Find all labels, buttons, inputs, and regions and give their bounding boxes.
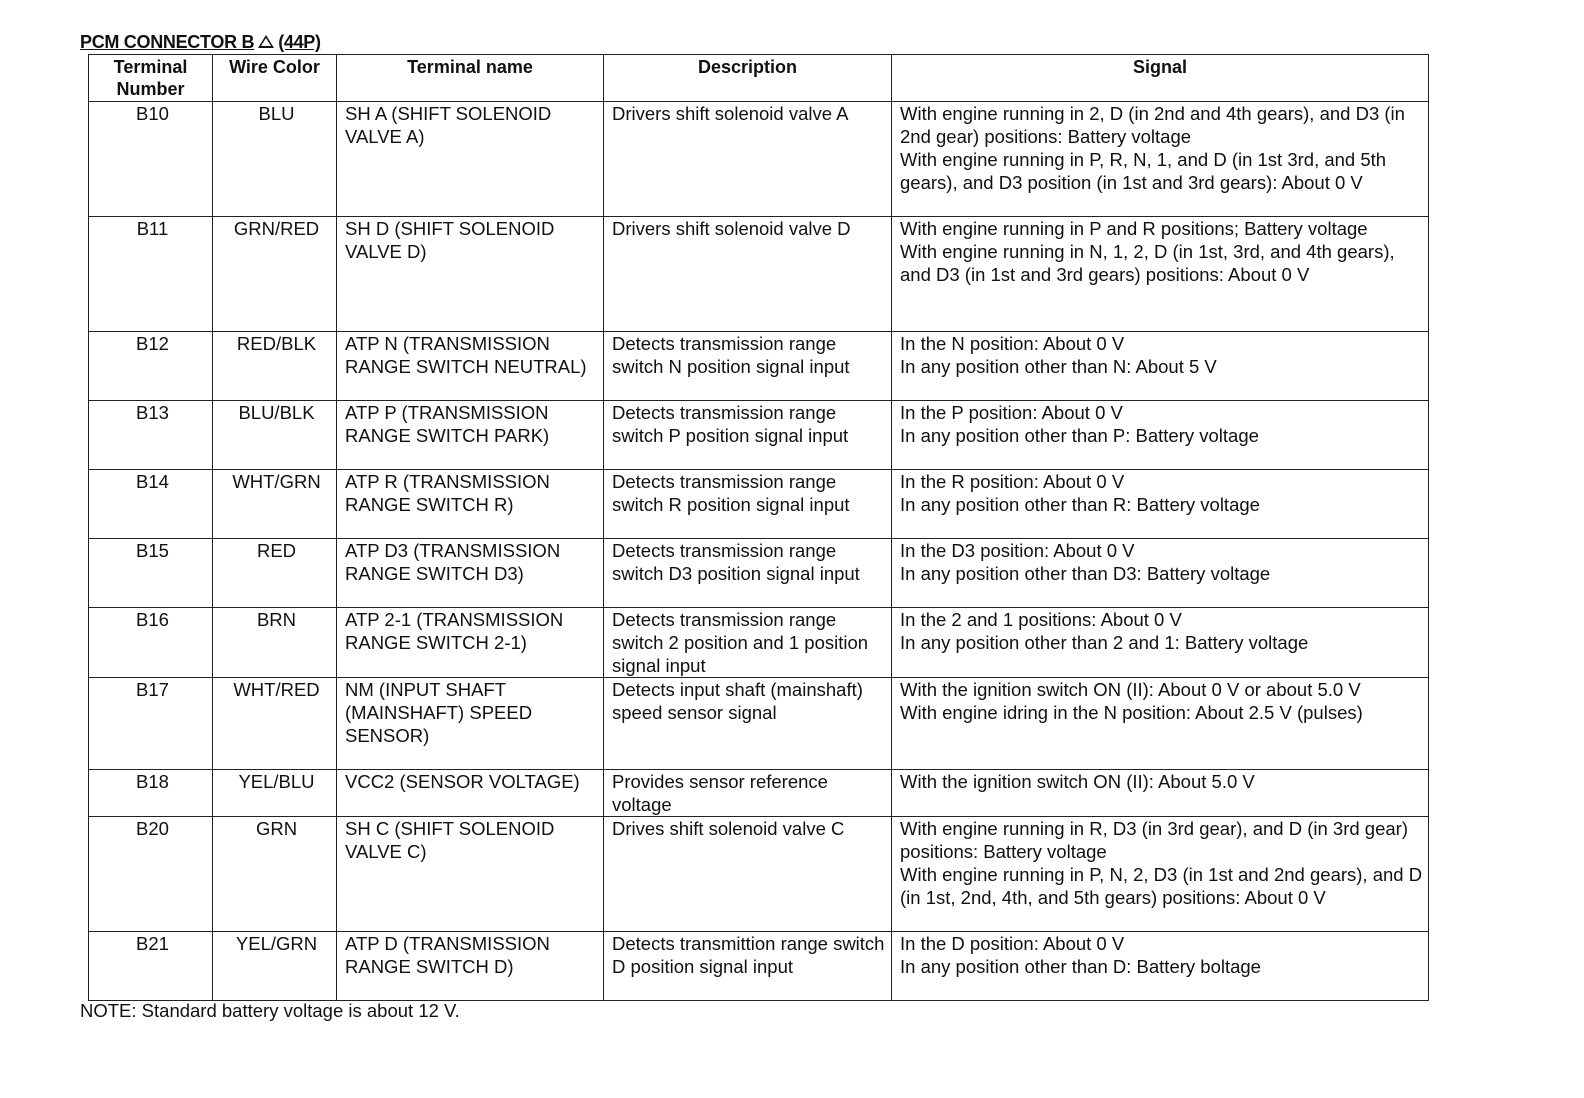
wire-color-cell: BRN [213,608,337,678]
header-terminal-name: Terminal name [337,55,604,102]
table-row [89,678,1429,770]
signal-line: With engine running in 2, D (in 2nd and 4th gears), and D3 (in 2nd gear) positions: Battery voltage [900,103,1405,147]
signal-cell [892,817,1429,932]
wire-color-cell: WHT/GRN [213,470,337,539]
wire-color-cell: GRN [213,817,337,932]
header-wire-color: Wire Color [213,55,337,102]
signal-cell [892,470,1429,539]
signal-line: With the ignition switch ON (II): About 0 V or about 5.0 V [900,679,1361,700]
terminal-number-cell: B13 [89,401,213,470]
description-cell: Detects transmission range switch 2 position and 1 position signal input [604,608,892,678]
table-row [89,539,1429,608]
terminal-number-cell: B12 [89,332,213,401]
description-cell: Provides sensor reference voltage [604,770,892,817]
description-cell: Drivers shift solenoid valve A [604,102,892,217]
header-description: Description [604,55,892,102]
description-cell: Drivers shift solenoid valve D [604,217,892,332]
table-row [89,608,1429,678]
signal-cell [892,932,1429,1001]
description-cell: Drives shift solenoid valve C [604,817,892,932]
table-row [89,401,1429,470]
description-cell: Detects transmission range switch P position signal input [604,401,892,470]
signal-line: With engine running in R, D3 (in 3rd gear), and D (in 3rd gear) positions: Battery voltage [900,818,1408,862]
signal-cell [892,770,1429,817]
signal-line: In the N position: About 0 V [900,333,1125,354]
wire-color-cell: YEL/BLU [213,770,337,817]
signal-cell [892,102,1429,217]
signal-line: In the D position: About 0 V [900,933,1125,954]
signal-line: With engine idring in the N position: About 2.5 V (pulses) [900,702,1363,723]
terminal-number-cell: B17 [89,678,213,770]
terminal-number-cell: B20 [89,817,213,932]
signal-cell [892,332,1429,401]
description-cell: Detects input shaft (mainshaft) speed sensor signal [604,678,892,770]
table-title-prefix: PCM CONNECTOR B [80,32,255,52]
terminal-name-cell: ATP D3 (TRANSMISSION RANGE SWITCH D3) [337,539,604,608]
signal-line: With engine running in P, R, N, 1, and D (in 1st 3rd, and 5th gears), and D3 position (in 1st and 3rd gears): About 0 V [900,149,1387,193]
footnote: NOTE: Standard battery voltage is about 12 V. [80,1000,460,1021]
triangle-outline-icon [258,35,274,48]
wire-color-cell: GRN/RED [213,217,337,332]
terminal-name-cell: ATP 2-1 (TRANSMISSION RANGE SWITCH 2-1) [337,608,604,678]
wire-color-cell: WHT/RED [213,678,337,770]
table-title-suffix: (44P) [278,32,321,52]
signal-line: In any position other than D3: Battery voltage [900,563,1271,584]
wire-color-cell: RED [213,539,337,608]
terminal-number-cell: B10 [89,102,213,217]
signal-line: In the P position: About 0 V [900,402,1123,423]
signal-line: In the D3 position: About 0 V [900,540,1135,561]
terminal-name-cell: SH D (SHIFT SOLENOID VALVE D) [337,217,604,332]
signal-cell [892,401,1429,470]
terminal-number-cell: B21 [89,932,213,1001]
terminal-name-cell: NM (INPUT SHAFT (MAINSHAFT) SPEED SENSOR) [337,678,604,770]
terminal-name-cell: SH A (SHIFT SOLENOID VALVE A) [337,102,604,217]
terminal-number-cell: B18 [89,770,213,817]
signal-line: In any position other than P: Battery voltage [900,425,1259,446]
description-cell: Detects transmittion range switch D position signal input [604,932,892,1001]
signal-line: In any position other than N: About 5 V [900,356,1217,377]
terminal-number-cell: B11 [89,217,213,332]
terminal-name-cell: ATP N (TRANSMISSION RANGE SWITCH NEUTRAL) [337,332,604,401]
signal-line: In the R position: About 0 V [900,471,1125,492]
terminal-number-cell: B14 [89,470,213,539]
signal-line: In any position other than D: Battery boltage [900,956,1261,977]
terminal-number-cell: B16 [89,608,213,678]
signal-line: In the 2 and 1 positions: About 0 V [900,609,1182,630]
signal-cell [892,678,1429,770]
header-terminal-number: Terminal Number [89,55,213,102]
description-cell: Detects transmission range switch N position signal input [604,332,892,401]
signal-line: With engine running in N, 1, 2, D (in 1st, 3rd, and 4th gears), and D3 (in 1st and 3rd gears) positions: About 0 V [900,241,1395,285]
terminal-number-cell: B15 [89,539,213,608]
signal-line: With engine running in P, N, 2, D3 (in 1st and 2nd gears), and D (in 1st, 2nd, 4th, and 5th gears) positions: About 0 V [900,864,1423,908]
description-cell: Detects transmission range switch D3 position signal input [604,539,892,608]
description-cell: Detects transmission range switch R position signal input [604,470,892,539]
table-row [89,217,1429,332]
table-title [80,32,321,53]
wire-color-cell: RED/BLK [213,332,337,401]
pcm-connector-table [88,54,1429,1001]
table-row [89,102,1429,217]
signal-line: In any position other than R: Battery voltage [900,494,1260,515]
terminal-name-cell: ATP R (TRANSMISSION RANGE SWITCH R) [337,470,604,539]
terminal-name-cell: VCC2 (SENSOR VOLTAGE) [337,770,604,817]
wire-color-cell: BLU [213,102,337,217]
wire-color-cell: YEL/GRN [213,932,337,1001]
table-row [89,332,1429,401]
terminal-name-cell: ATP D (TRANSMISSION RANGE SWITCH D) [337,932,604,1001]
signal-cell [892,539,1429,608]
signal-cell [892,217,1429,332]
table-row [89,770,1429,817]
header-row [89,55,1429,102]
table-row [89,470,1429,539]
wire-color-cell: BLU/BLK [213,401,337,470]
header-signal: Signal [892,55,1429,102]
table-row [89,817,1429,932]
signal-line: In any position other than 2 and 1: Battery voltage [900,632,1309,653]
signal-line: With the ignition switch ON (II): About 5.0 V [900,771,1255,792]
signal-line: With engine running in P and R positions; Battery voltage [900,218,1368,239]
table-row [89,932,1429,1001]
terminal-name-cell: ATP P (TRANSMISSION RANGE SWITCH PARK) [337,401,604,470]
terminal-name-cell: SH C (SHIFT SOLENOID VALVE C) [337,817,604,932]
signal-cell [892,608,1429,678]
